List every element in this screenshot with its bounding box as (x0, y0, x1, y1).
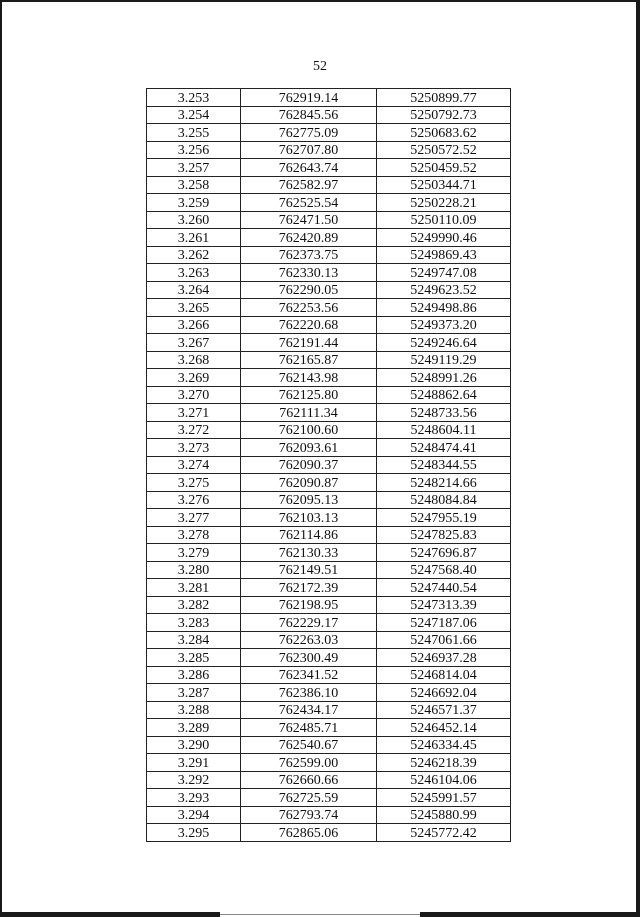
table-row (147, 824, 511, 842)
table-row (147, 684, 511, 702)
table-row (147, 369, 511, 387)
y-coordinate-cell: 5249990.46 (377, 229, 511, 247)
point-id-cell: 3.279 (147, 544, 241, 562)
y-coordinate-cell: 5248214.66 (377, 474, 511, 492)
table-row (147, 719, 511, 737)
scan-border-bottom-right (420, 912, 640, 917)
y-coordinate-cell: 5250572.52 (377, 141, 511, 159)
y-coordinate-cell: 5247061.66 (377, 631, 511, 649)
x-coordinate-cell: 762420.89 (241, 229, 377, 247)
point-id-cell: 3.284 (147, 631, 241, 649)
x-coordinate-cell: 762386.10 (241, 684, 377, 702)
table-row (147, 806, 511, 824)
y-coordinate-cell: 5249246.64 (377, 334, 511, 352)
point-id-cell: 3.258 (147, 176, 241, 194)
y-coordinate-cell: 5249373.20 (377, 316, 511, 334)
point-id-cell: 3.282 (147, 596, 241, 614)
x-coordinate-cell: 762191.44 (241, 334, 377, 352)
x-coordinate-cell: 762434.17 (241, 701, 377, 719)
x-coordinate-cell: 762220.68 (241, 316, 377, 334)
table-row (147, 229, 511, 247)
x-coordinate-cell: 762485.71 (241, 719, 377, 737)
point-id-cell: 3.270 (147, 386, 241, 404)
table-row (147, 264, 511, 282)
x-coordinate-cell: 762290.05 (241, 281, 377, 299)
point-id-cell: 3.291 (147, 754, 241, 772)
x-coordinate-cell: 762198.95 (241, 596, 377, 614)
y-coordinate-cell: 5248862.64 (377, 386, 511, 404)
table-row (147, 334, 511, 352)
scan-border-bottom-left (0, 912, 220, 917)
table-row (147, 194, 511, 212)
y-coordinate-cell: 5247955.19 (377, 509, 511, 527)
table-row (147, 386, 511, 404)
y-coordinate-cell: 5245772.42 (377, 824, 511, 842)
coordinates-table-body (147, 89, 511, 842)
y-coordinate-cell: 5248474.41 (377, 439, 511, 457)
y-coordinate-cell: 5246104.06 (377, 771, 511, 789)
x-coordinate-cell: 762125.80 (241, 386, 377, 404)
y-coordinate-cell: 5247187.06 (377, 614, 511, 632)
x-coordinate-cell: 762540.67 (241, 736, 377, 754)
table-row (147, 736, 511, 754)
table-row (147, 754, 511, 772)
x-coordinate-cell: 762300.49 (241, 649, 377, 667)
page-number: 52 (313, 59, 327, 74)
x-coordinate-cell: 762090.87 (241, 474, 377, 492)
y-coordinate-cell: 5249623.52 (377, 281, 511, 299)
scan-border-top (0, 0, 640, 2)
x-coordinate-cell: 762525.54 (241, 194, 377, 212)
point-id-cell: 3.294 (147, 806, 241, 824)
table-row (147, 771, 511, 789)
point-id-cell: 3.273 (147, 439, 241, 457)
point-id-cell: 3.283 (147, 614, 241, 632)
x-coordinate-cell: 762165.87 (241, 351, 377, 369)
x-coordinate-cell: 762103.13 (241, 509, 377, 527)
y-coordinate-cell: 5248084.84 (377, 491, 511, 509)
point-id-cell: 3.287 (147, 684, 241, 702)
table-row (147, 456, 511, 474)
x-coordinate-cell: 762100.60 (241, 421, 377, 439)
scan-border-left (0, 0, 2, 917)
y-coordinate-cell: 5246218.39 (377, 754, 511, 772)
y-coordinate-cell: 5248604.11 (377, 421, 511, 439)
x-coordinate-cell: 762471.50 (241, 211, 377, 229)
point-id-cell: 3.254 (147, 106, 241, 124)
y-coordinate-cell: 5245991.57 (377, 789, 511, 807)
y-coordinate-cell: 5246334.45 (377, 736, 511, 754)
point-id-cell: 3.259 (147, 194, 241, 212)
point-id-cell: 3.276 (147, 491, 241, 509)
point-id-cell: 3.286 (147, 666, 241, 684)
table-row (147, 474, 511, 492)
x-coordinate-cell: 762090.37 (241, 456, 377, 474)
table-row (147, 316, 511, 334)
x-coordinate-cell: 762660.66 (241, 771, 377, 789)
x-coordinate-cell: 762643.74 (241, 159, 377, 177)
coordinates-table (146, 88, 511, 842)
point-id-cell: 3.260 (147, 211, 241, 229)
point-id-cell: 3.272 (147, 421, 241, 439)
y-coordinate-cell: 5246571.37 (377, 701, 511, 719)
table-row (147, 491, 511, 509)
x-coordinate-cell: 762373.75 (241, 246, 377, 264)
y-coordinate-cell: 5248733.56 (377, 404, 511, 422)
table-row (147, 159, 511, 177)
x-coordinate-cell: 762095.13 (241, 491, 377, 509)
table-row (147, 614, 511, 632)
x-coordinate-cell: 762253.56 (241, 299, 377, 317)
table-row (147, 561, 511, 579)
point-id-cell: 3.295 (147, 824, 241, 842)
y-coordinate-cell: 5245880.99 (377, 806, 511, 824)
point-id-cell: 3.280 (147, 561, 241, 579)
y-coordinate-cell: 5247313.39 (377, 596, 511, 614)
point-id-cell: 3.275 (147, 474, 241, 492)
x-coordinate-cell: 762599.00 (241, 754, 377, 772)
point-id-cell: 3.277 (147, 509, 241, 527)
table-row (147, 631, 511, 649)
table-row (147, 789, 511, 807)
table-row (147, 141, 511, 159)
point-id-cell: 3.293 (147, 789, 241, 807)
point-id-cell: 3.256 (147, 141, 241, 159)
point-id-cell: 3.285 (147, 649, 241, 667)
x-coordinate-cell: 762793.74 (241, 806, 377, 824)
point-id-cell: 3.255 (147, 124, 241, 142)
point-id-cell: 3.261 (147, 229, 241, 247)
point-id-cell: 3.253 (147, 89, 241, 107)
table-row (147, 596, 511, 614)
x-coordinate-cell: 762229.17 (241, 614, 377, 632)
x-coordinate-cell: 762919.14 (241, 89, 377, 107)
table-row (147, 106, 511, 124)
table-row (147, 124, 511, 142)
x-coordinate-cell: 762707.80 (241, 141, 377, 159)
table-row (147, 246, 511, 264)
x-coordinate-cell: 762775.09 (241, 124, 377, 142)
y-coordinate-cell: 5247696.87 (377, 544, 511, 562)
x-coordinate-cell: 762114.86 (241, 526, 377, 544)
point-id-cell: 3.289 (147, 719, 241, 737)
y-coordinate-cell: 5247568.40 (377, 561, 511, 579)
y-coordinate-cell: 5249747.08 (377, 264, 511, 282)
x-coordinate-cell: 762865.06 (241, 824, 377, 842)
point-id-cell: 3.268 (147, 351, 241, 369)
x-coordinate-cell: 762111.34 (241, 404, 377, 422)
x-coordinate-cell: 762725.59 (241, 789, 377, 807)
table-row (147, 404, 511, 422)
y-coordinate-cell: 5246937.28 (377, 649, 511, 667)
y-coordinate-cell: 5249498.86 (377, 299, 511, 317)
table-row (147, 526, 511, 544)
y-coordinate-cell: 5246452.14 (377, 719, 511, 737)
x-coordinate-cell: 762330.13 (241, 264, 377, 282)
point-id-cell: 3.292 (147, 771, 241, 789)
point-id-cell: 3.265 (147, 299, 241, 317)
table-row (147, 281, 511, 299)
point-id-cell: 3.290 (147, 736, 241, 754)
y-coordinate-cell: 5250683.62 (377, 124, 511, 142)
y-coordinate-cell: 5246814.04 (377, 666, 511, 684)
y-coordinate-cell: 5250110.09 (377, 211, 511, 229)
x-coordinate-cell: 762130.33 (241, 544, 377, 562)
scan-border-bottom-mid (220, 914, 420, 915)
point-id-cell: 3.263 (147, 264, 241, 282)
y-coordinate-cell: 5250344.71 (377, 176, 511, 194)
y-coordinate-cell: 5250459.52 (377, 159, 511, 177)
y-coordinate-cell: 5249869.43 (377, 246, 511, 264)
x-coordinate-cell: 762172.39 (241, 579, 377, 597)
y-coordinate-cell: 5249119.29 (377, 351, 511, 369)
y-coordinate-cell: 5248991.26 (377, 369, 511, 387)
table-row (147, 649, 511, 667)
table-row (147, 701, 511, 719)
x-coordinate-cell: 762149.51 (241, 561, 377, 579)
point-id-cell: 3.257 (147, 159, 241, 177)
x-coordinate-cell: 762341.52 (241, 666, 377, 684)
table-row (147, 351, 511, 369)
x-coordinate-cell: 762093.61 (241, 439, 377, 457)
point-id-cell: 3.264 (147, 281, 241, 299)
x-coordinate-cell: 762143.98 (241, 369, 377, 387)
x-coordinate-cell: 762845.56 (241, 106, 377, 124)
y-coordinate-cell: 5250899.77 (377, 89, 511, 107)
point-id-cell: 3.271 (147, 404, 241, 422)
point-id-cell: 3.288 (147, 701, 241, 719)
table-row (147, 439, 511, 457)
point-id-cell: 3.266 (147, 316, 241, 334)
table-row (147, 176, 511, 194)
point-id-cell: 3.278 (147, 526, 241, 544)
point-id-cell: 3.281 (147, 579, 241, 597)
y-coordinate-cell: 5246692.04 (377, 684, 511, 702)
table-row (147, 509, 511, 527)
table-row (147, 579, 511, 597)
table-row (147, 89, 511, 107)
x-coordinate-cell: 762263.03 (241, 631, 377, 649)
table-row (147, 666, 511, 684)
scan-border-right (636, 0, 640, 917)
x-coordinate-cell: 762582.97 (241, 176, 377, 194)
point-id-cell: 3.262 (147, 246, 241, 264)
table-row (147, 544, 511, 562)
y-coordinate-cell: 5250792.73 (377, 106, 511, 124)
point-id-cell: 3.267 (147, 334, 241, 352)
y-coordinate-cell: 5247440.54 (377, 579, 511, 597)
point-id-cell: 3.269 (147, 369, 241, 387)
y-coordinate-cell: 5247825.83 (377, 526, 511, 544)
table-row (147, 299, 511, 317)
table-row (147, 211, 511, 229)
point-id-cell: 3.274 (147, 456, 241, 474)
y-coordinate-cell: 5250228.21 (377, 194, 511, 212)
table-row (147, 421, 511, 439)
y-coordinate-cell: 5248344.55 (377, 456, 511, 474)
